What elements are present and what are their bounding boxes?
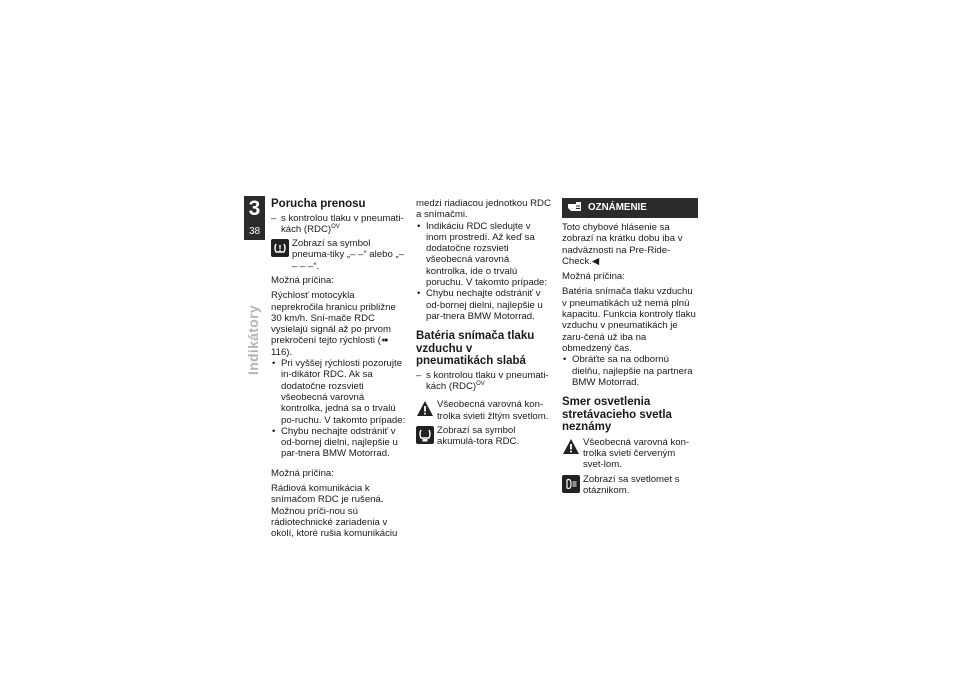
dash-item: – s kontrolou tlaku v pneumati-kách (RDC)$^{OV}$ bbox=[271, 213, 407, 236]
page-number: 38 bbox=[248, 226, 261, 237]
icon-row bbox=[416, 399, 552, 422]
cause-label: Možná príčina: bbox=[271, 274, 334, 286]
tire-battery-icon bbox=[416, 426, 434, 444]
icon-description: Všeobecná varovná kon-trolka svieti červeným svet-lom. bbox=[583, 436, 690, 471]
notice-label: OZNÁMENIE bbox=[588, 202, 647, 214]
chapter-number: 3 bbox=[248, 197, 261, 220]
icon-description: Zobrazí sa svetlomet s otáznikom. bbox=[583, 473, 680, 496]
column-1 bbox=[271, 198, 407, 540]
dash-item: – s kontrolou tlaku v pneumati-kách (RDC)$^{OV}$ bbox=[416, 370, 552, 393]
headlight-question-icon bbox=[562, 475, 580, 493]
cause-text: Rýchlosť motocykla neprekročila hranicu približne 30 km/h. Sní-mače RDC vysielajú signál až po prvom prekročení tejto rýchlosti (➠ 116). bbox=[271, 290, 396, 358]
hand-pointer-icon bbox=[567, 200, 583, 215]
notice-text: Toto chybové hlásenie sa zobrazí na krátku dobu iba v nadväznosti na Pre-Ride-Check.◀ bbox=[562, 222, 683, 267]
continued-text: medzi riadiacou jednotkou RDC a snímačmi. bbox=[416, 198, 551, 221]
cause-label: Možná príčina: bbox=[271, 467, 334, 479]
heading-battery-weak: Batéria snímača tlaku vzduchu v pneumatikách slabá bbox=[416, 330, 535, 368]
cause-label: Možná príčina: bbox=[562, 271, 625, 283]
side-section-label: Indikátory bbox=[245, 305, 261, 375]
icon-row bbox=[562, 474, 698, 497]
icon-row bbox=[562, 437, 698, 471]
bullet-item: • Pri vyššej rýchlosti pozorujte in-dikátor RDC. Ak sa dodatočne rozsvieti všeobecná varovná kontrolka, jedná sa o trvalú po-ruchu. V takomto prípade: bbox=[271, 358, 407, 426]
cause-text: Rádiová komunikácia k snímačom RDC je rušená. Možnou príči-nou sú rádiotechnické zariadenia v okolí, ktoré rušia komunikáciu bbox=[271, 483, 398, 540]
warning-triangle-icon bbox=[562, 438, 580, 456]
notice-banner bbox=[562, 198, 698, 218]
icon-description: Zobrazí sa symbol pneuma-tiky „– –“ alebo „– – – –“. bbox=[292, 238, 404, 272]
icon-row bbox=[271, 238, 407, 272]
bullet-item: • Indikáciu RDC sledujte v inom prostredí. Až keď sa dodatočne rozsvieti všeobecná varovná kontrolka, ide o trvalú poruchu. V takomto prípade: bbox=[416, 221, 552, 289]
tire-pressure-icon bbox=[271, 239, 289, 257]
bullet-item: • Obráťte sa na odbornú dielňu, najlepšie na partnera BMW Motorrad. bbox=[562, 354, 698, 388]
column-2 bbox=[416, 198, 552, 451]
heading-transmission-fault: Porucha prenosu bbox=[271, 198, 366, 210]
warning-triangle-icon bbox=[416, 400, 434, 418]
icon-description: Všeobecná varovná kon-trolka svieti žltým svetlom. bbox=[437, 399, 549, 422]
bullet-item: • Chybu nechajte odstrániť v od-bornej dielni, najlepšie u par-tnera BMW Motorrad. bbox=[271, 426, 407, 460]
icon-description: Zobrazí sa symbol akumulá-tora RDC. bbox=[437, 424, 520, 448]
icon-row bbox=[416, 425, 552, 448]
bullet-item: • Chybu nechajte odstrániť v od-bornej dielni, najlepšie u par-tnera BMW Motorrad. bbox=[416, 288, 552, 322]
cause-text: Batéria snímača tlaku vzduchu v pneumatikách už nemá plnú kapacitu. Funkcia kontroly tlaku vzduchu v pneumatikách je zaru-čená už iba na obmedzený čas. bbox=[562, 286, 696, 354]
column-3 bbox=[562, 198, 698, 499]
heading-headlight-direction-unknown: Smer osvetlenia stretávacieho svetla neznámy bbox=[562, 396, 672, 434]
